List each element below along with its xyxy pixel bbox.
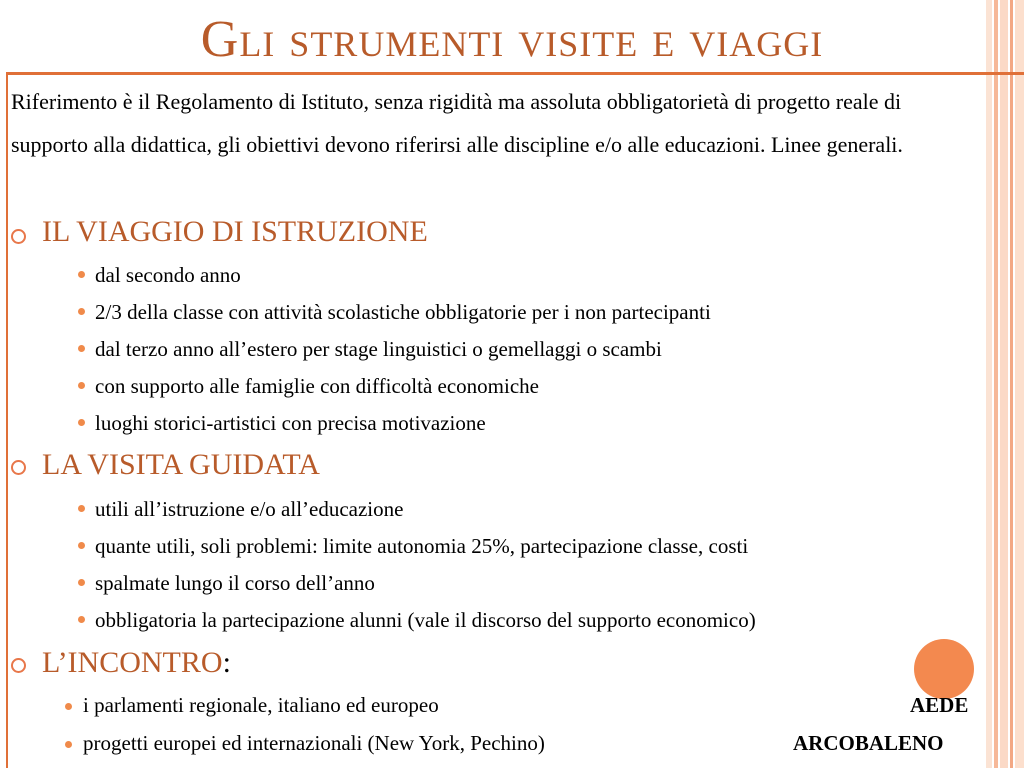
bullet-icon [65, 703, 72, 710]
section-ring-icon [11, 229, 26, 244]
bullet-icon [78, 271, 85, 278]
bullet-icon [78, 505, 85, 512]
list-item: progetti europei ed internazionali (New York, Pechino) [83, 731, 545, 755]
section-heading-colon: : [222, 646, 231, 679]
bullet-icon [78, 419, 85, 426]
bullet-icon [78, 308, 85, 315]
intro-paragraph: Riferimento è il Regolamento di Istituto, senza rigidità ma assoluta obbligatorietà di progetto reale di supporto alla didattica, gli obiettivi devono riferirsi alle discipline e/o alle educazioni. Linee generali. [11, 89, 903, 157]
slide-title: Gli strumenti visite e viaggi [200, 11, 824, 68]
list-item: 2/3 della classe con attività scolastiche obbligatorie per i non partecipanti [95, 300, 711, 324]
section-heading-label: L’INCONTRO [42, 646, 223, 679]
bullet-icon [78, 579, 85, 586]
list-item: quante utili, soli problemi: limite autonomia 25%, partecipazione classe, costi [95, 534, 749, 558]
list-item: dal secondo anno [95, 263, 241, 287]
list-item: spalmate lungo il corso dell’anno [95, 571, 375, 595]
section-heading: IL VIAGGIO DI ISTRUZIONE [42, 215, 428, 248]
bullet-icon [78, 382, 85, 389]
list-item: con supporto alle famiglie con difficoltà economiche [95, 374, 539, 398]
list-item: dal terzo anno all’estero per stage linguistici o gemellaggi o scambi [95, 337, 662, 361]
list-item: utili all’istruzione e/o all’educazione [95, 497, 404, 521]
item-tag: ARCOBALENO [793, 731, 944, 755]
bullet-icon [78, 616, 85, 623]
item-tag: AEDE [910, 693, 969, 717]
bullet-icon [78, 542, 85, 549]
section-ring-icon [11, 658, 26, 673]
decorative-circle [914, 639, 974, 699]
section-heading [42, 645, 231, 681]
section-heading: LA VISITA GUIDATA [42, 448, 320, 481]
section-ring-icon [11, 460, 26, 475]
list-item: i parlamenti regionale, italiano ed europeo [83, 693, 439, 717]
list-item: luoghi storici-artistici con precisa motivazione [95, 411, 486, 435]
bullet-icon [78, 345, 85, 352]
list-item: obbligatoria la partecipazione alunni (vale il discorso del supporto economico) [95, 608, 756, 632]
bullet-icon [65, 741, 72, 748]
